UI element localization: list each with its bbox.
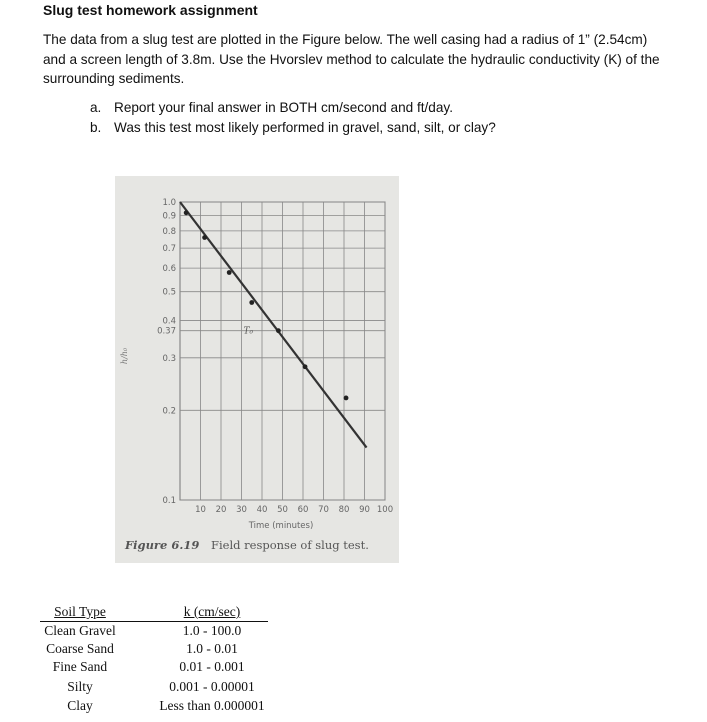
- intro-paragraph: The data from a slug test are plotted in the Figure below. The well casing had a radius of 1” (2.54cm) and a screen length of 3.8m. Use the Hvorslev method to calculate the hydraulic conductivity (K) of the surrounding sediments.: [43, 32, 660, 86]
- annotation-t0-label: T₀: [243, 326, 254, 337]
- y-tick-label: 0.1: [162, 496, 176, 506]
- figure-caption-label: Figure 6.19: [125, 538, 200, 552]
- y-tick-label: 0.9: [162, 211, 176, 222]
- y-tick-label: 0.6: [162, 264, 176, 275]
- table-row: [40, 641, 280, 659]
- x-tick-label: 40: [256, 505, 268, 515]
- figure-caption-text: Field response of slug test.: [210, 538, 369, 552]
- question-a: [90, 98, 496, 118]
- y-tick-label: 0.3: [162, 353, 176, 364]
- data-point: [202, 235, 207, 240]
- k-value-cell: 0.001 - 0.00001: [169, 679, 255, 694]
- k-value-cell: 1.0 - 100.0: [182, 623, 242, 638]
- table-row: [40, 623, 280, 641]
- table-row: [40, 698, 280, 716]
- x-tick-label: 100: [376, 505, 394, 515]
- data-point: [249, 300, 254, 305]
- k-value-cell: Less than 0.000001: [159, 698, 265, 713]
- y-tick-label: 0.37: [157, 326, 176, 337]
- header-rule: [40, 621, 268, 622]
- figure-photo: [115, 176, 399, 563]
- soil-type-cell: Silty: [67, 679, 93, 694]
- x-tick-label: 60: [297, 505, 309, 515]
- question-label: b.: [90, 119, 102, 135]
- question-b: [90, 118, 496, 138]
- x-tick-label: 20: [215, 505, 227, 515]
- data-point: [184, 210, 189, 215]
- y-tick-label: 0.5: [162, 287, 176, 298]
- soil-type-cell: Fine Sand: [52, 659, 108, 674]
- data-point: [227, 270, 232, 275]
- k-value-cell: 1.0 - 0.01: [186, 641, 238, 656]
- x-tick-label: 50: [277, 505, 288, 515]
- header-k: k (cm/sec): [183, 604, 241, 619]
- x-tick-label: 70: [318, 505, 329, 515]
- soil-type-cell: Clay: [67, 698, 93, 713]
- soil-type-cell: Coarse Sand: [46, 641, 114, 656]
- question-label: a.: [90, 100, 102, 115]
- table-header-row: [40, 604, 280, 622]
- y-tick-label: 0.2: [162, 406, 176, 417]
- assignment-title: Slug test homework assignment: [43, 2, 258, 18]
- data-point: [344, 396, 349, 401]
- slug-test-chart: [115, 176, 399, 563]
- y-tick-label: 0.4: [162, 316, 176, 327]
- data-point: [303, 364, 308, 369]
- question-text: Report your final answer in BOTH cm/second and ft/day.: [114, 100, 453, 115]
- x-tick-label: 80: [338, 505, 350, 515]
- y-tick-label: 0.8: [162, 226, 176, 237]
- table-row: [40, 659, 280, 677]
- table-row: [40, 679, 280, 697]
- y-axis-label: h/h₀: [120, 347, 129, 365]
- svg-text:Figure 6.19 Field respon: [124, 538, 369, 552]
- question-text: Was this test most likely performed in gravel, sand, silt, or clay?: [114, 119, 496, 135]
- x-axis-label: Time (minutes): [248, 521, 314, 531]
- header-soil-type: Soil Type: [54, 604, 106, 619]
- question-list: [90, 98, 496, 137]
- x-tick-label: 10: [195, 505, 206, 515]
- data-point: [276, 328, 281, 333]
- y-tick-label: 0.7: [162, 244, 176, 255]
- soil-type-cell: Clean Gravel: [44, 623, 116, 638]
- x-tick-label: 30: [236, 505, 247, 515]
- fit-line: [180, 202, 367, 448]
- x-tick-label: 90: [359, 505, 370, 515]
- y-tick-label: 1.0: [162, 198, 176, 208]
- k-value-cell: 0.01 - 0.001: [179, 659, 245, 674]
